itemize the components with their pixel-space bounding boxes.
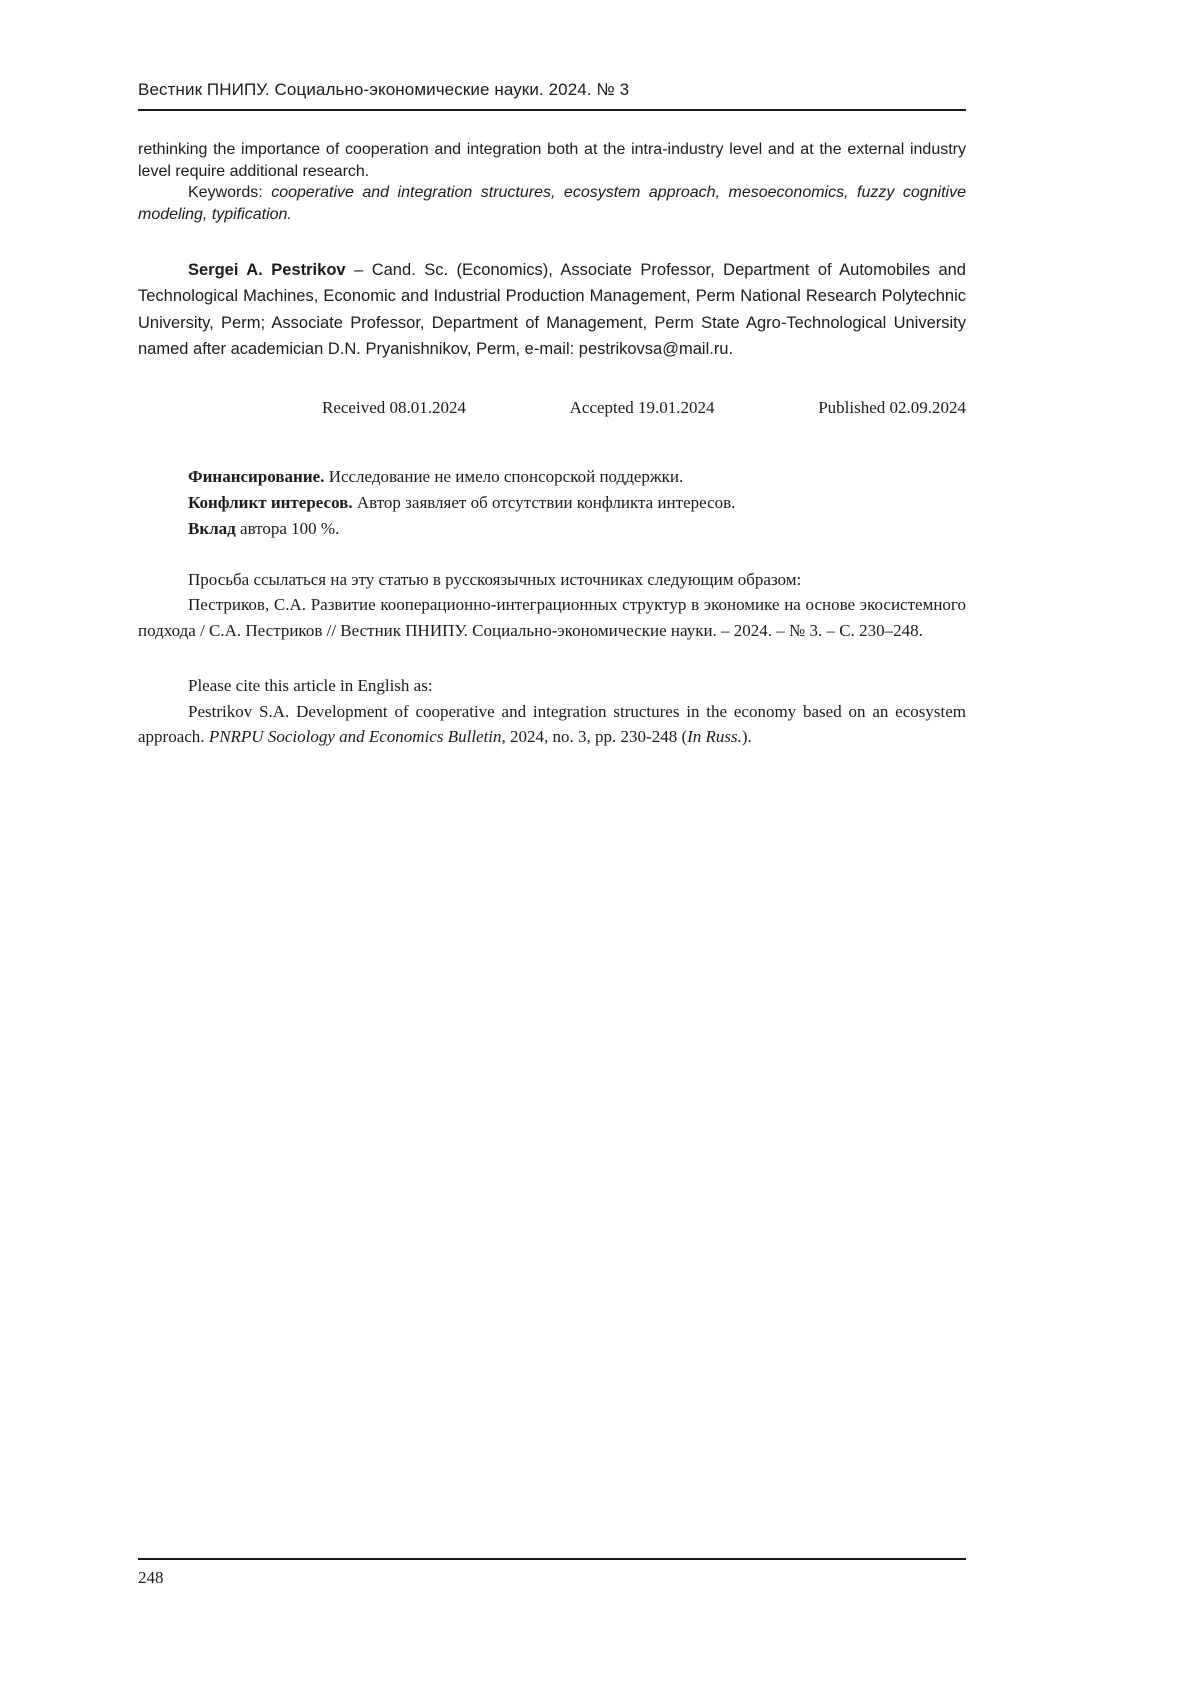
- citation-ru-intro: Просьба ссылаться на эту статью в русскоязычных источниках следующим образом:: [188, 569, 802, 589]
- citation-en-block: [138, 673, 966, 750]
- page-content: [138, 80, 966, 750]
- journal-header: Вестник ПНИПУ. Социально-экономические науки. 2024. № 3: [138, 80, 630, 99]
- funding-label: Финансирование.: [188, 466, 325, 486]
- funding-text: Исследование не имело спонсорской поддержки.: [328, 466, 684, 486]
- accepted-date: Accepted 19.01.2024: [569, 397, 715, 417]
- header-rule: [138, 109, 966, 111]
- citation-en-part2: , 2024, no. 3, pp. 230-248 (: [501, 727, 688, 747]
- citation-en-intro: Please cite this article in English as:: [188, 676, 433, 696]
- conflict-line: [138, 490, 966, 516]
- author-paragraph: [138, 257, 966, 361]
- meta-block: [138, 464, 966, 543]
- author-details: – Cand. Sc. (Economics), Associate Professor, Department of Automobiles and Technological Machines, Economic and Industrial Production Management, Perm National Research Polytechnic University, Perm; Associate Professor, Department of Management, Perm State Agro-Technological University named after academician D.N. Pryanishnikov, Perm, e-mail: pestrikovsa@mail.ru.: [138, 261, 966, 358]
- citation-en-text: [138, 699, 966, 750]
- citation-en-in-russ: In Russ.: [687, 727, 742, 747]
- citation-ru-block: [138, 567, 966, 644]
- contribution-label: Вклад: [188, 519, 236, 539]
- published-date: Published 02.09.2024: [818, 397, 966, 417]
- page-number: 248: [138, 1568, 164, 1587]
- keywords-paragraph: [138, 182, 966, 225]
- keywords-label: Keywords:: [188, 184, 263, 202]
- citation-en-part1: Pestrikov S.A. Development of cooperative and integration structures in the economy based on an ecosystem approach.: [138, 701, 966, 747]
- funding-line: [138, 464, 966, 490]
- conflict-label: Конфликт интересов.: [188, 492, 353, 512]
- conflict-text: Автор заявляет об отсутствии конфликта интересов.: [356, 492, 736, 512]
- keywords-text: cooperative and integration structures, ecosystem approach, mesoeconomics, fuzzy cognitive modeling, typification.: [138, 184, 966, 223]
- citation-ru-text: Пестриков, С.А. Развитие кооперационно-интеграционных структур в экономике на основе экосистемного подхода / С.А. Пестриков // Вестник ПНИПУ. Социально-экономические науки. – 2024. – № 3. – С. 230–248.: [138, 595, 966, 640]
- contribution-line: [138, 516, 966, 542]
- intro-paragraph: rethinking the importance of cooperation and integration both at the intra-industry level and at the external industry level require additional research.: [138, 141, 966, 180]
- citation-en-journal: PNRPU Sociology and Economics Bulletin: [208, 727, 502, 747]
- footer-rule: [138, 1558, 966, 1560]
- dates-row: [138, 398, 966, 418]
- author-name: Sergei A. Pestrikov: [188, 261, 346, 280]
- received-date: Received 08.01.2024: [322, 397, 466, 417]
- citation-en-part3: ).: [741, 727, 752, 747]
- page-footer: [138, 1558, 966, 1588]
- contribution-text: автора 100 %.: [240, 519, 340, 539]
